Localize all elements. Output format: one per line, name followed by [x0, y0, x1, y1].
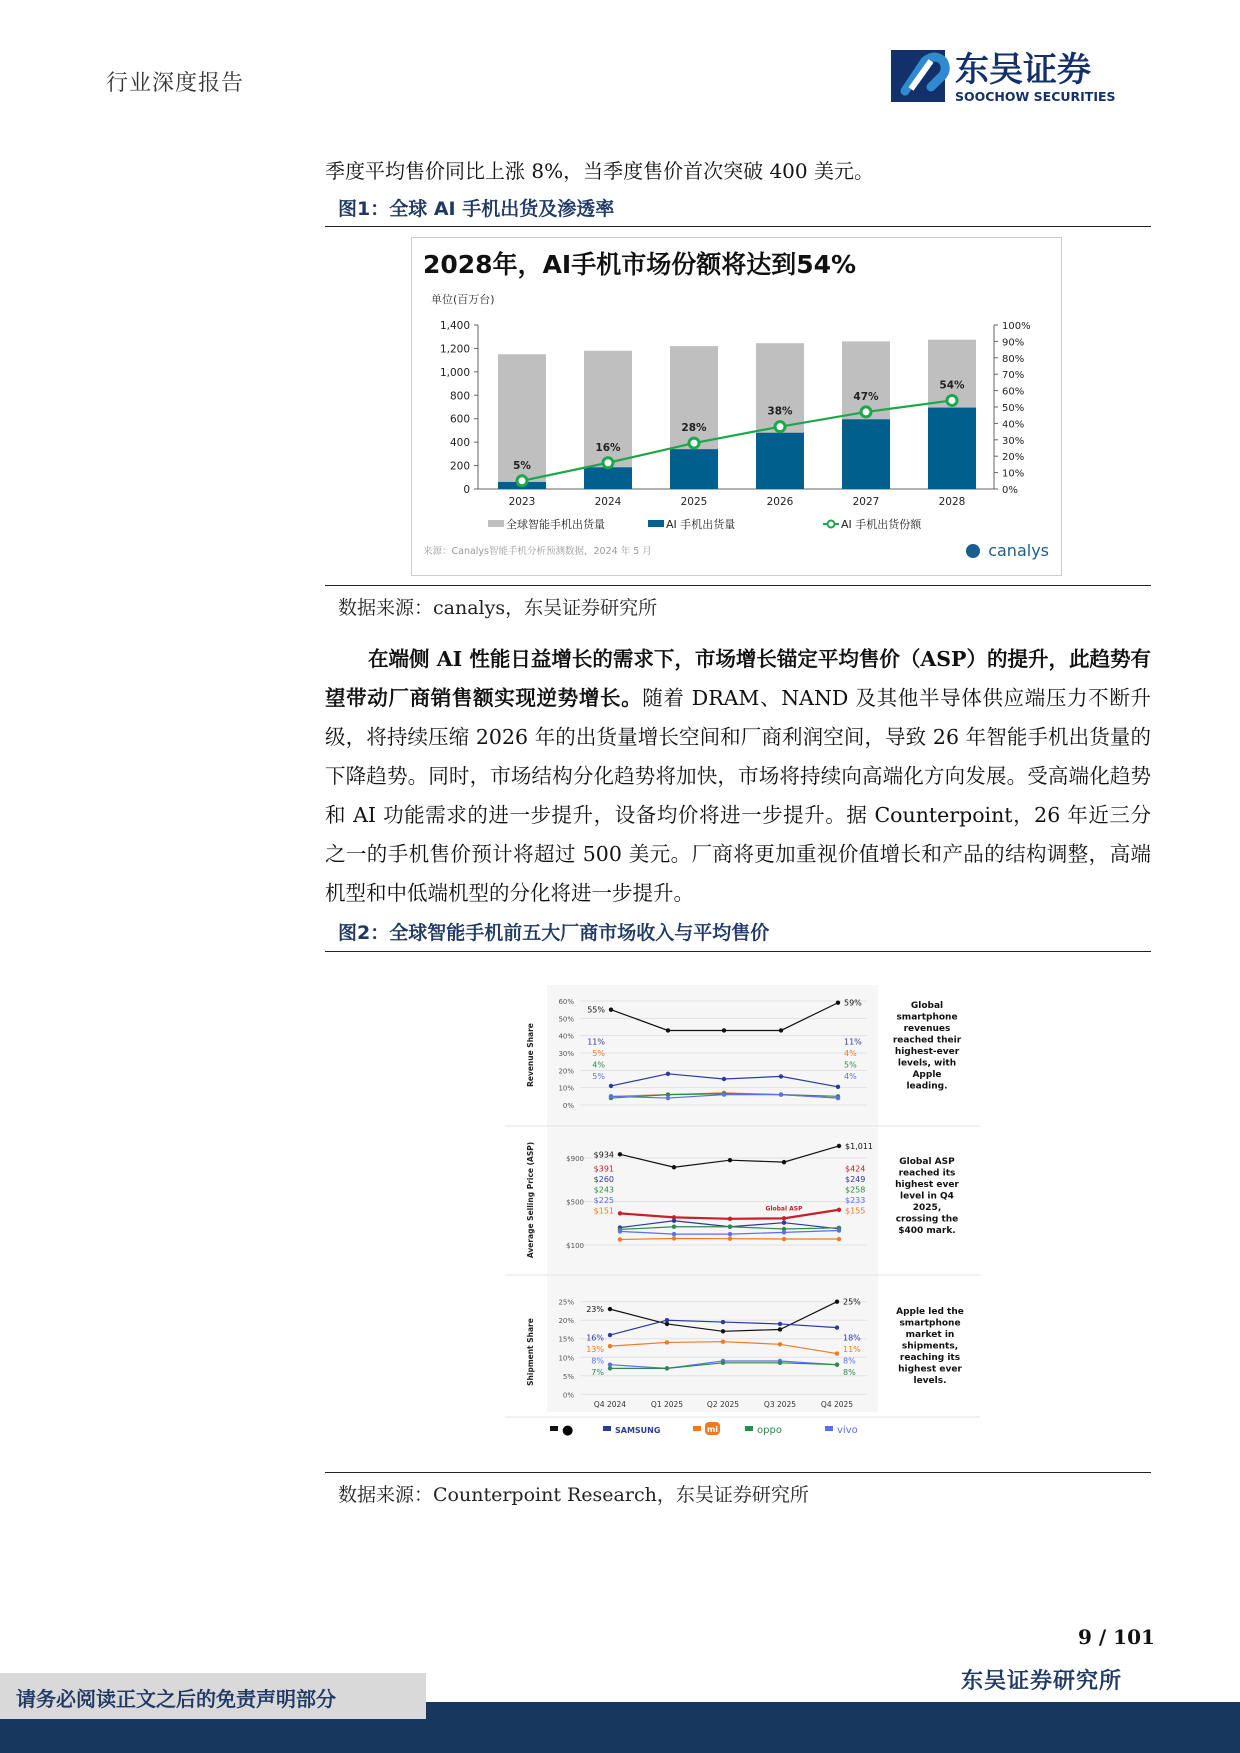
panel-annotation: levels, with	[897, 1058, 957, 1069]
ai-share-label: 5%	[513, 459, 531, 472]
ai-shipment-bar	[928, 408, 976, 489]
series-end-label: 5%	[844, 1060, 857, 1070]
series-point	[779, 1092, 783, 1096]
y2-tick-label: 60%	[1002, 386, 1025, 398]
panel-annotation: Apple led the	[896, 1307, 964, 1317]
ai-shipment-bar	[584, 467, 632, 489]
chart-title: 2028年，AI手机市场份额将达到54%	[423, 250, 857, 279]
figure1-source: 数据来源：canalys，东吴证券研究所	[338, 597, 658, 619]
series-point	[728, 1217, 732, 1221]
y-tick-label: $900	[566, 1155, 584, 1163]
panel-annotation: smartphone	[899, 1318, 961, 1329]
y-tick-label: 10%	[558, 1084, 574, 1093]
chart-note: 来源：Canalys智能手机分析预测数据，2024 年 5 月	[423, 546, 652, 557]
y-tick-label: 25%	[558, 1298, 574, 1307]
y-tick-label: 20%	[558, 1317, 574, 1326]
series-point	[779, 1074, 783, 1078]
series-end-label: 59%	[844, 998, 862, 1008]
ai-phone-chart	[411, 237, 1062, 576]
y-tick-label: 0%	[562, 1102, 574, 1110]
x-tick-label: Q4 2024	[593, 1400, 627, 1409]
x-tick-label: Q4 2025	[820, 1400, 854, 1409]
logo-cn-text: 东吴证券	[955, 50, 1091, 90]
ai-share-label: 47%	[853, 390, 879, 403]
ai-share-label: 16%	[595, 441, 621, 454]
panel-annotation: crossing the	[895, 1214, 959, 1225]
x-tick-label: Q3 2025	[763, 1400, 797, 1409]
body-paragraph	[325, 640, 1151, 913]
panel-annotation: Global ASP	[899, 1157, 955, 1167]
intro-line: 季度平均售价同比上涨 8%，当季度售价首次突破 400 美元。	[325, 159, 874, 183]
series-point	[728, 1158, 732, 1162]
legend-label: SAMSUNG	[615, 1426, 661, 1435]
legend-swatch-xiaomi	[693, 1426, 701, 1431]
series-point	[672, 1232, 676, 1236]
series-point	[609, 1094, 613, 1098]
series-point	[608, 1366, 612, 1370]
series-start-label: 13%	[586, 1345, 604, 1355]
y2-tick-label: 10%	[1002, 468, 1025, 480]
panel-y-label: Average Selling Price (ASP)	[526, 1141, 535, 1259]
series-start-label: 11%	[587, 1037, 605, 1047]
series-end-label: 4%	[844, 1072, 857, 1082]
figure2-source: 数据来源：Counterpoint Research，东吴证券研究所	[338, 1484, 809, 1506]
figure2-chart	[500, 980, 1000, 1440]
y2-tick-label: 50%	[1002, 403, 1025, 414]
vendor-revenue-asp-chart	[500, 980, 1000, 1440]
panel-y-label: Revenue Share	[526, 1023, 535, 1087]
series-point	[835, 1362, 839, 1366]
series-point	[782, 1230, 786, 1234]
y-tick-label: 40%	[558, 1032, 574, 1041]
global-asp-label: Global ASP	[765, 1205, 803, 1213]
x-tick-label: Q2 2025	[706, 1400, 740, 1409]
apple-logo-icon: ●	[562, 1423, 574, 1438]
series-point	[672, 1165, 676, 1169]
series-point	[722, 1092, 726, 1096]
series-end-label: $233	[845, 1196, 866, 1205]
series-point	[608, 1344, 612, 1348]
series-point	[836, 1096, 840, 1100]
series-point	[837, 1228, 841, 1232]
y2-tick-label: 30%	[1002, 435, 1025, 447]
panel-annotation: shipments,	[901, 1341, 959, 1352]
ai-share-point	[689, 438, 699, 448]
panel-annotation: level in Q4	[900, 1191, 954, 1202]
figure2-title: 图2：全球智能手机前五大厂商市场收入与平均售价	[338, 922, 770, 944]
legend-swatch-oppo	[745, 1426, 753, 1431]
series-end-label: 4%	[844, 1049, 857, 1059]
y-tick-label: 50%	[558, 1015, 574, 1024]
panel-y-label: Shipment Share	[526, 1318, 535, 1386]
series-point	[782, 1216, 786, 1220]
y-tick-label: $500	[566, 1198, 584, 1207]
panel-annotation: levels.	[913, 1376, 947, 1386]
series-point	[836, 1001, 840, 1005]
series-point	[778, 1342, 782, 1346]
series-end-label: 11%	[843, 1345, 861, 1355]
series-point	[728, 1225, 732, 1229]
series-point	[835, 1351, 839, 1355]
legend-swatch-total	[488, 520, 504, 527]
paragraph-text: 随着 DRAM、NAND 及其他半导体供应端压力不断升级，将持续压缩 2026 年的出货量增长空间和厂商利润空间，导致 26 年智能手机出货量的下降趋势。同时，市场结构分化趋势将加快，市场将持续向高端化方向发展。受高端化趋势和 AI 功能需求的进一步提升，设备均价将进一步提升。据 Counterpoint，26 年近三分之一的手机售价预计将超过 500 美元。厂商将更加重视价值增长和产品的结构调整，高端机型和中低端机型的分化将进一步提升。	[325, 686, 1151, 905]
series-end-label: $424	[845, 1164, 866, 1174]
canalys-logo-icon	[966, 544, 980, 558]
y-tick-label: 30%	[558, 1050, 574, 1058]
series-point	[672, 1225, 676, 1229]
y-tick-label: 1,200	[439, 343, 470, 356]
x-tick-label: 2024	[594, 496, 622, 508]
series-point	[618, 1211, 622, 1215]
series-end-label: $258	[845, 1185, 866, 1195]
series-point	[618, 1229, 622, 1233]
footer-org: 东吴证券研究所	[961, 1668, 1123, 1694]
x-tick-label: 2025	[680, 496, 708, 508]
series-point	[837, 1208, 841, 1212]
ai-shipment-bar	[842, 419, 890, 489]
series-point	[782, 1160, 786, 1164]
divider	[325, 585, 1151, 586]
series-point	[721, 1361, 725, 1365]
legend-label: AI 手机出货量	[666, 518, 736, 531]
series-point	[721, 1340, 725, 1344]
series-end-label: $1,011	[845, 1141, 873, 1151]
y-tick-label: $100	[566, 1242, 584, 1250]
ai-share-label: 28%	[681, 422, 707, 435]
series-point	[835, 1325, 839, 1329]
series-end-label: 25%	[843, 1297, 861, 1307]
ai-share-point	[861, 407, 871, 417]
y-tick-label: 400	[449, 437, 470, 450]
panel-annotation: 2025,	[912, 1203, 942, 1213]
legend-label: mi	[706, 1425, 719, 1434]
panel-annotation: revenues	[903, 1024, 951, 1034]
series-start-label: $260	[593, 1175, 614, 1184]
series-start-label: 23%	[586, 1305, 604, 1315]
x-tick-label: 2028	[938, 496, 966, 508]
series-start-label: $225	[593, 1196, 614, 1205]
legend-swatch-ai	[648, 520, 664, 527]
ai-shipment-bar	[756, 433, 804, 489]
y-tick-label: 60%	[558, 998, 574, 1006]
series-point	[609, 1007, 613, 1011]
y-tick-label: 1,000	[439, 366, 470, 379]
series-start-label: $934	[593, 1150, 614, 1160]
panel-annotation: highest ever	[895, 1180, 959, 1190]
series-start-label: 55%	[587, 1005, 605, 1015]
document-type-label: 行业深度报告	[106, 71, 245, 96]
ai-share-label: 38%	[767, 405, 793, 418]
figure1-title: 图1：全球 AI 手机出货及渗透率	[338, 198, 615, 220]
series-point	[666, 1072, 670, 1076]
series-start-label: $243	[593, 1185, 614, 1195]
panel-annotation: Global	[910, 1001, 944, 1011]
y2-tick-label: 70%	[1002, 370, 1025, 382]
series-start-label: 4%	[592, 1060, 605, 1070]
ai-share-point	[947, 395, 957, 405]
series-start-label: 16%	[586, 1333, 604, 1343]
canalys-logo-text: canalys	[988, 541, 1049, 560]
logo-en-text: SOOCHOW SECURITIES	[955, 89, 1116, 104]
ai-shipment-bar	[670, 449, 718, 489]
series-end-label: 8%	[843, 1356, 856, 1366]
series-point	[728, 1236, 732, 1240]
y2-tick-label: 0%	[1002, 485, 1018, 496]
panel-annotation: reaching its	[899, 1353, 961, 1363]
y-tick-label: 0	[463, 484, 470, 496]
series-end-label: $249	[845, 1175, 866, 1184]
x-tick-label: Q1 2025	[650, 1400, 684, 1409]
series-point	[778, 1322, 782, 1326]
series-start-label: 5%	[592, 1072, 605, 1082]
legend-label: oppo	[757, 1425, 782, 1436]
series-point	[608, 1333, 612, 1337]
series-end-label: 18%	[843, 1333, 861, 1343]
unit-label: 单位(百万台)	[431, 293, 495, 306]
legend-swatch-apple	[550, 1426, 558, 1431]
y2-tick-label: 90%	[1002, 337, 1025, 349]
series-point	[721, 1320, 725, 1324]
ai-share-label: 54%	[939, 379, 965, 392]
series-point	[835, 1300, 839, 1304]
legend-swatch-samsung	[603, 1426, 611, 1431]
legend-swatch-vivo	[825, 1426, 833, 1431]
figure1-chart	[411, 237, 1062, 576]
series-point	[837, 1237, 841, 1241]
x-tick-label: 2023	[508, 496, 536, 508]
series-point	[672, 1236, 676, 1240]
series-point	[779, 1028, 783, 1032]
y2-tick-label: 20%	[1002, 452, 1025, 464]
y-tick-label: 0%	[562, 1391, 574, 1400]
soochow-logo-icon	[891, 47, 1151, 107]
series-point	[728, 1232, 732, 1236]
series-point	[666, 1096, 670, 1100]
panel-annotation: reached its	[898, 1168, 956, 1179]
ai-share-point	[517, 476, 527, 486]
panel-annotation: leading.	[906, 1081, 948, 1092]
y-tick-label: 20%	[558, 1067, 574, 1076]
series-point	[837, 1144, 841, 1148]
y2-tick-label: 80%	[1002, 353, 1025, 365]
series-end-label: 11%	[844, 1037, 862, 1047]
divider	[325, 951, 1151, 952]
paragraph-bold-lead: 在端侧 AI 性能日益增长的需求下，市场增长锚定平均售价（ASP）的提升，此趋势有望带动厂商销售额实现逆势增长。	[325, 647, 1151, 710]
series-point	[722, 1077, 726, 1081]
series-point	[778, 1361, 782, 1365]
page-number: 9 / 101	[1078, 1625, 1155, 1649]
series-start-label: 5%	[592, 1049, 605, 1059]
series-start-label: $391	[593, 1164, 614, 1174]
y2-tick-label: 40%	[1002, 419, 1025, 431]
disclaimer-text: 请务必阅读正文之后的免责声明部分	[16, 1687, 336, 1711]
series-point	[618, 1152, 622, 1156]
legend-label: vivo	[837, 1425, 858, 1436]
legend-label: 全球智能手机出货量	[506, 518, 605, 531]
legend-label: AI 手机出货份额	[841, 518, 922, 531]
panel-annotation: market in	[905, 1330, 955, 1340]
series-end-label: 8%	[843, 1368, 856, 1378]
panel-annotation: reached their	[892, 1035, 962, 1046]
series-point	[722, 1028, 726, 1032]
series-point	[665, 1366, 669, 1370]
series-point	[618, 1237, 622, 1241]
series-point	[782, 1221, 786, 1225]
y-tick-label: 600	[449, 413, 470, 426]
y-tick-label: 200	[449, 460, 470, 473]
panel-annotation: Apple	[912, 1070, 942, 1080]
y-tick-label: 5%	[562, 1372, 574, 1381]
series-point	[608, 1307, 612, 1311]
panel-annotation: highest ever	[898, 1364, 962, 1375]
y-tick-label: 10%	[558, 1354, 574, 1363]
panel-annotation: highest-ever	[894, 1047, 960, 1057]
y-tick-label: 15%	[558, 1335, 574, 1344]
series-start-label: 7%	[591, 1368, 604, 1378]
series-point	[665, 1340, 669, 1344]
series-point	[672, 1219, 676, 1223]
series-point	[782, 1237, 786, 1241]
series-point	[721, 1329, 725, 1333]
y2-tick-label: 100%	[1002, 321, 1031, 332]
soochow-logo	[891, 47, 1151, 107]
divider	[325, 226, 1151, 227]
ai-share-point	[775, 422, 785, 432]
panel-annotation: $400 mark.	[898, 1226, 956, 1236]
series-point	[778, 1327, 782, 1331]
x-tick-label: 2026	[766, 496, 794, 508]
ai-share-point	[603, 458, 613, 468]
series-point	[666, 1028, 670, 1032]
series-start-label: 8%	[591, 1356, 604, 1366]
panel-annotation: smartphone	[896, 1012, 958, 1023]
series-point	[665, 1318, 669, 1322]
divider	[325, 1472, 1151, 1473]
y-tick-label: 1,400	[439, 320, 470, 332]
series-start-label: $151	[593, 1206, 614, 1216]
x-tick-label: 2027	[852, 496, 880, 508]
series-point	[836, 1085, 840, 1089]
series-end-label: $155	[845, 1206, 866, 1216]
disclaimer-box	[0, 1673, 426, 1719]
y-tick-label: 800	[449, 390, 470, 403]
legend-marker-share	[828, 521, 835, 528]
series-point	[609, 1084, 613, 1088]
